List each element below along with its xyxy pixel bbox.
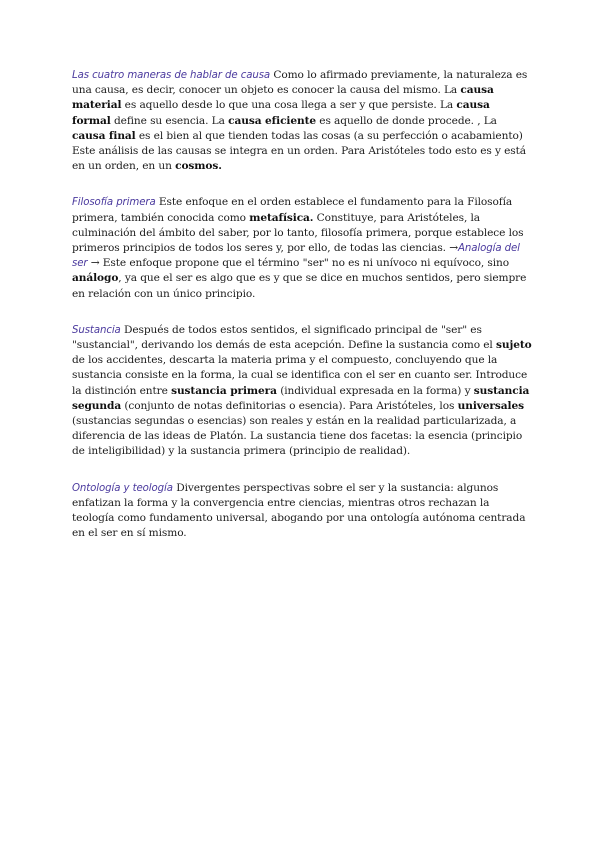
bold-term: sustancia primera	[171, 384, 277, 397]
section-ontology-theology	[72, 481, 532, 542]
body-text: Este análisis de las causas se integra en un orden. Para Aristóteles todo esto es y está en un orden, en un	[72, 145, 526, 173]
body-text: , ya que el ser es algo que es y que se dice en muchos sentidos, pero siempre en relación con un único principio.	[72, 272, 527, 300]
section-ontology-theology-body	[72, 481, 532, 542]
document-page	[72, 68, 532, 562]
bold-term: causa formal	[72, 99, 490, 127]
section-substance-body	[72, 323, 532, 460]
bold-term: causa eficiente	[228, 114, 317, 127]
section-causes-order	[72, 144, 532, 174]
section-causes	[72, 68, 532, 174]
section-term: Las cuatro maneras de hablar de causa	[72, 70, 271, 81]
analogia-del-ser-link[interactable]: Analogía del ser	[72, 243, 520, 270]
body-text: Este enfoque propone que el término "ser" no es ni unívoco ni equívoco, sino	[102, 257, 510, 270]
bold-term: cosmos.	[175, 160, 222, 173]
arrow-icon: →	[449, 242, 458, 255]
bold-term: sustancia segunda	[72, 384, 530, 412]
body-text: Como lo afirmado previamente, la naturaleza es una causa, es decir, conocer un objeto es conocer la causa del mismo. La	[72, 69, 528, 97]
body-text: (individual expresada en la forma) y	[276, 384, 474, 397]
body-text: define su esencia. La	[110, 114, 229, 127]
section-term: Ontología y teología	[72, 482, 173, 494]
body-text: es aquello de donde procede. , La	[316, 114, 497, 127]
section-substance	[72, 323, 532, 460]
section-term: Filosofía primera	[72, 197, 156, 209]
body-text: es aquello desde lo que una cosa llega a ser y que persiste. La	[121, 99, 457, 112]
body-text: es el bien al que tienden todas las cosas (a su perfección o acabamiento)	[135, 129, 523, 142]
section-causes-body	[72, 68, 532, 144]
bold-term: universales	[457, 399, 524, 412]
body-text: de los accidentes, descarta la materia prima y el compuesto, concluyendo que la sustancia consiste en la forma, la cual se identifica con el ser en cuanto ser. Introduce la distinción entre	[72, 354, 528, 397]
bold-term: metafísica.	[249, 211, 314, 224]
section-first-philosophy-body	[72, 195, 532, 301]
arrow-icon: →	[87, 257, 103, 270]
body-text: (sustancias segundas o esencias) son reales y están en la realidad particularizada, a diferencia de las ideas de Platón. La sustancia tiene dos facetas: la esencia (principio de inteligibilidad) y la sustancia primera (principio de realidad).	[72, 415, 523, 458]
body-text: Este enfoque en el orden establece el fundamento para la Filosofía primera, también conocida como	[72, 196, 513, 224]
body-text: Divergentes perspectivas sobre el ser y la sustancia: algunos enfatizan la forma y la convergencia entre ciencias, mientras otros rechazan la teología como fundamento universal, abogando por una ontología autónoma centrada en el ser en sí mismo.	[72, 481, 526, 540]
bold-term: sujeto	[496, 339, 532, 352]
body-text: (conjunto de notas definitorias o esencia). Para Aristóteles, los	[121, 399, 458, 412]
bold-term: análogo	[72, 272, 119, 285]
section-first-philosophy	[72, 195, 532, 301]
bold-term: causa final	[72, 129, 136, 142]
section-term: Sustancia	[72, 324, 121, 336]
body-text: Constituye, para Aristóteles, la culminación del ámbito del saber, por lo tanto, filosofía primera, porque establece los primeros principios de todos los seres y, por ello, de todas las ciencias.	[72, 211, 524, 255]
body-text: Después de todos estos sentidos, el significado principal de "ser" es "sustancial", derivando los demás de esta acepción. Define la sustancia como el	[72, 323, 496, 352]
bold-term: causa material	[72, 84, 494, 112]
